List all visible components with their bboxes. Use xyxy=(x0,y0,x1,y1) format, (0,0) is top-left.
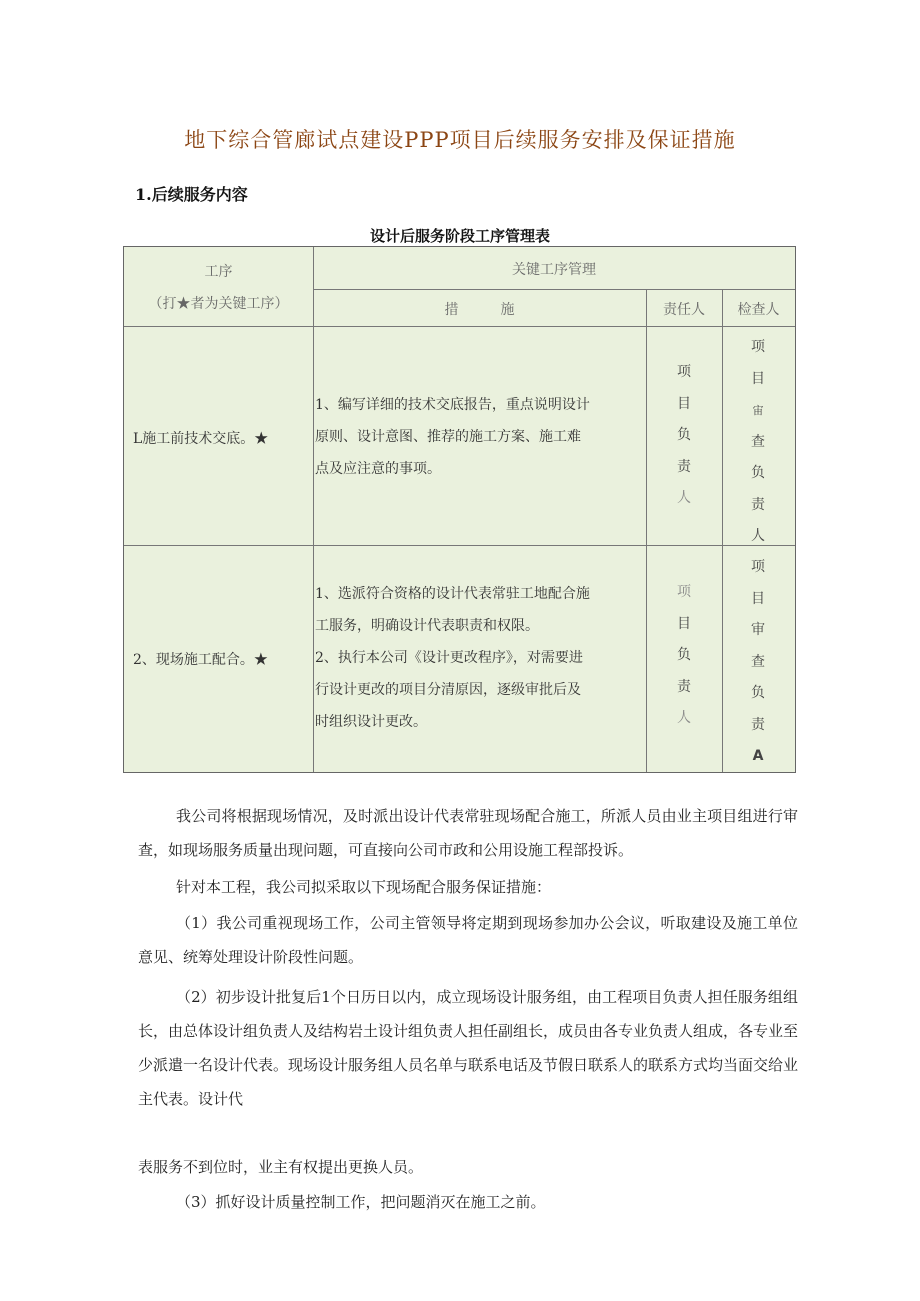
table-divider xyxy=(646,289,647,772)
header-inspector: 检查人 xyxy=(737,302,780,318)
paragraph: （2）初步设计批复后1个日历日以内，成立现场设计服务组，由工程项目负责人担任服务组组长，由总体设计组负责人及结构岩土设计组负责人担任副组长，成员由各专业负责人组成，各专业至少派遣一名设计代表。现场设计服务组人员名单与联系电话及节假日联系人的联系方式均当面交给业主代表。设计代 xyxy=(138,988,799,1108)
row-1-responsible-char: 负 xyxy=(677,427,691,443)
row-2-inspector-char: A xyxy=(752,748,764,764)
row-1-inspector-char: 宙 xyxy=(752,404,764,417)
row-2-responsible-char: 目 xyxy=(677,615,691,632)
row-2-responsible xyxy=(672,577,696,735)
paragraph: 针对本工程，我公司拟采取以下现场配合服务保证措施： xyxy=(176,878,552,896)
row-2-inspector-char: 目 xyxy=(751,590,765,607)
row-1-measure-line: 原则、设计意图、推荐的施工方案、施工难 xyxy=(315,429,581,445)
row-1-responsible-char: 目 xyxy=(677,395,691,412)
process-management-table xyxy=(123,246,796,773)
header-responsible: 责任人 xyxy=(663,302,705,318)
row-2-measure-line: 1、选派符合资格的设计代表常驻工地配合施 xyxy=(315,586,590,602)
row-2-measures xyxy=(315,578,635,738)
header-key-management: 关键工序管理 xyxy=(512,262,596,278)
row-2-responsible-char: 人 xyxy=(677,710,691,726)
row-2-process: 2、现场施工配合。★ xyxy=(133,652,268,668)
paragraph: （1）我公司重视现场工作，公司主管领导将定期到现场参加办公会议，听取建设及施工单位意见、统筹处理设计阶段性问题。 xyxy=(138,914,798,966)
table-divider xyxy=(124,326,795,327)
row-2-responsible-char: 负 xyxy=(677,647,691,663)
header-process-note: （打★者为关键工序） xyxy=(148,296,289,312)
row-2-responsible-char: 项 xyxy=(677,584,691,600)
row-1-inspector-char: 目 xyxy=(751,370,765,387)
document-title: 地下综合管廊试点建设PPP项目后续服务安排及保证措施 xyxy=(184,128,736,152)
row-1-measures xyxy=(315,389,635,485)
row-2-inspector-char: 责 xyxy=(751,716,765,733)
row-1-responsible-char: 人 xyxy=(677,490,691,506)
table-divider xyxy=(313,289,795,290)
row-1-inspector-char: 人 xyxy=(751,528,765,544)
table-divider xyxy=(124,545,795,546)
row-1-inspector-char: 查 xyxy=(751,433,765,450)
row-1-responsible-char: 项 xyxy=(677,364,691,380)
row-1-measure-line: 点及应注意的事项。 xyxy=(315,461,441,477)
paragraph: （3）抓好设计质量控制工作，把问题消灭在施工之前。 xyxy=(176,1193,546,1211)
row-2-inspector-char: 审 xyxy=(751,622,765,638)
row-2-measure-line: 工服务，明确设计代表职责和权限。 xyxy=(315,618,539,634)
paragraph: 表服务不到位时，业主有权提出更换人员。 xyxy=(138,1158,424,1176)
row-1-responsible-char: 责 xyxy=(677,458,691,475)
header-measures: 措 施 xyxy=(444,302,515,318)
row-1-responsible xyxy=(672,357,696,515)
paragraph: 我公司将根据现场情况，及时派出设计代表常驻现场配合施工，所派人员由业主项目组进行审查，如现场服务质量出现问题，可直接向公司市政和公用设施工程部投诉。 xyxy=(138,807,798,859)
row-2-inspector xyxy=(746,552,770,773)
row-1-inspector xyxy=(746,332,770,553)
table-caption: 设计后服务阶段工序管理表 xyxy=(369,227,550,245)
row-1-inspector-char: 项 xyxy=(751,339,765,355)
header-process: 工序 xyxy=(204,264,233,280)
section-heading: 1.后续服务内容 xyxy=(135,185,248,204)
table-divider xyxy=(722,289,723,772)
row-2-inspector-char: 负 xyxy=(751,685,765,701)
row-2-measure-line: 行设计更改的项目分清原因，逐级审批后及 xyxy=(315,682,581,698)
row-1-process: L施工前技术交底。★ xyxy=(133,431,269,447)
row-2-measure-line: 2、执行本公司《设计更改程序》，对需要进 xyxy=(315,650,583,666)
row-2-responsible-char: 责 xyxy=(677,678,691,695)
row-1-inspector-char: 负 xyxy=(751,465,765,481)
row-2-inspector-char: 项 xyxy=(751,559,765,575)
row-1-measure-line: 1、编写详细的技术交底报告，重点说明设计 xyxy=(315,397,590,413)
row-2-inspector-char: 查 xyxy=(751,653,765,670)
row-2-measure-line: 时组织设计更改。 xyxy=(315,714,427,730)
row-1-inspector-char: 责 xyxy=(751,496,765,513)
